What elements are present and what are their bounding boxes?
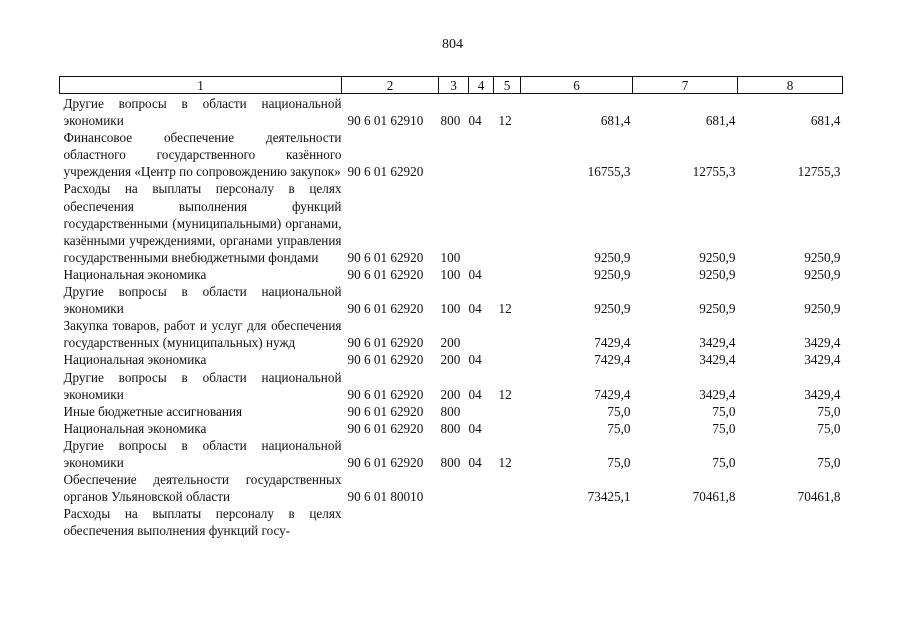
target-article-code: 90 6 01 62920	[347, 420, 424, 436]
section-code	[469, 317, 494, 351]
target-article-code: 90 6 01 62920	[347, 352, 424, 368]
amount-col-7: 3429,4	[699, 386, 736, 402]
subsection-code	[494, 420, 521, 437]
target-article-code: 90 6 01 62920	[347, 335, 424, 351]
amount-col-6: 75,0	[607, 454, 631, 470]
page-number: 804	[442, 37, 463, 52]
row-name: Другие вопросы в области национальной экономики	[63, 437, 342, 470]
target-article-code: 90 6 01 62920	[347, 403, 424, 419]
section-code: 04	[468, 352, 482, 368]
subsection-code: 12	[498, 386, 512, 402]
table-row	[60, 317, 843, 351]
target-article-code: 90 6 01 62920	[347, 301, 424, 317]
subsection-code	[494, 471, 521, 505]
amount-col-7: 681,4	[705, 113, 736, 129]
amount-col-7: 75,0	[712, 420, 736, 436]
target-article-code	[342, 505, 439, 539]
column-header-4: 4	[469, 77, 494, 94]
amount-col-7: 75,0	[712, 454, 736, 470]
amount-col-6: 9250,9	[594, 301, 631, 317]
amount-col-6: 73425,1	[587, 489, 631, 505]
table-row	[60, 180, 843, 265]
amount-col-8: 3429,4	[804, 386, 841, 402]
amount-col-7: 70461,8	[692, 489, 736, 505]
column-header-6: 6	[521, 77, 633, 94]
subsection-code	[494, 180, 521, 265]
expense-type-code	[439, 505, 469, 539]
column-header-8: 8	[738, 77, 843, 94]
subsection-code	[494, 351, 521, 368]
amount-col-8: 75,0	[817, 454, 841, 470]
amount-col-7: 75,0	[712, 403, 736, 419]
amount-col-6: 75,0	[607, 420, 631, 436]
subsection-code: 12	[498, 301, 512, 317]
column-header-3: 3	[439, 77, 469, 94]
row-name: Расходы на выплаты персоналу в целях обеспечения выполнения функций государственными (муниципальными) органами, казёнными учреждениями, органами управления государственными внебюджетными фондами	[63, 181, 342, 265]
row-name: Иные бюджетные ассигнования	[63, 403, 243, 419]
section-code	[469, 471, 494, 505]
expense-type-code: 200	[440, 352, 461, 368]
expense-type-code: 800	[440, 454, 461, 470]
table-row	[60, 129, 843, 180]
row-name: Обеспечение деятельности государственных органов Ульяновской области	[63, 472, 342, 505]
row-name: Закупка товаров, работ и услуг для обеспечения государственных (муниципальных) нужд	[63, 318, 342, 351]
section-code	[469, 129, 494, 180]
table-row	[60, 403, 843, 420]
row-name: Расходы на выплаты персоналу в целях обеспечения выполнения функций госу-	[63, 506, 342, 539]
target-article-code: 90 6 01 62920	[347, 266, 424, 282]
subsection-code	[494, 403, 521, 420]
table-row	[60, 437, 843, 471]
amount-col-6	[521, 505, 633, 539]
expense-type-code: 800	[440, 403, 461, 419]
amount-col-6: 75,0	[607, 403, 631, 419]
expense-type-code	[439, 471, 469, 505]
row-name: Другие вопросы в области национальной экономики	[63, 284, 342, 317]
amount-col-6: 9250,9	[594, 249, 631, 265]
subsection-code	[494, 317, 521, 351]
expense-type-code: 200	[440, 335, 461, 351]
section-code: 04	[468, 113, 482, 129]
row-name: Другие вопросы в области национальной экономики	[63, 369, 342, 402]
target-article-code: 90 6 01 80010	[347, 489, 424, 505]
section-code	[469, 180, 494, 265]
column-header-5: 5	[494, 77, 521, 94]
amount-col-8: 681,4	[810, 113, 841, 129]
amount-col-6: 7429,4	[594, 386, 631, 402]
expense-type-code: 100	[440, 301, 461, 317]
section-code: 04	[468, 266, 482, 282]
amount-col-6: 681,4	[600, 113, 631, 129]
amount-col-7: 3429,4	[699, 335, 736, 351]
target-article-code: 90 6 01 62920	[347, 386, 424, 402]
section-code: 04	[468, 420, 482, 436]
expense-type-code: 200	[440, 386, 461, 402]
column-header-7: 7	[633, 77, 738, 94]
amount-col-8: 12755,3	[797, 164, 841, 180]
amount-col-8: 3429,4	[804, 352, 841, 368]
expense-type-code: 100	[440, 266, 461, 282]
row-name: Национальная экономика	[63, 352, 207, 368]
amount-col-8: 75,0	[817, 420, 841, 436]
section-code: 04	[468, 301, 482, 317]
section-code	[469, 403, 494, 420]
subsection-code	[494, 129, 521, 180]
target-article-code: 90 6 01 62910	[347, 113, 424, 129]
amount-col-6: 7429,4	[594, 352, 631, 368]
table-row	[60, 94, 843, 130]
section-code: 04	[468, 386, 482, 402]
amount-col-7: 3429,4	[699, 352, 736, 368]
expense-type-code	[439, 129, 469, 180]
expense-type-code: 800	[440, 113, 461, 129]
amount-col-6: 7429,4	[594, 335, 631, 351]
header-row	[60, 77, 843, 94]
subsection-code	[494, 505, 521, 539]
table-row	[60, 471, 843, 505]
amount-col-8: 3429,4	[804, 335, 841, 351]
target-article-code: 90 6 01 62920	[347, 164, 424, 180]
section-code: 04	[468, 454, 482, 470]
amount-col-7: 9250,9	[699, 301, 736, 317]
subsection-code	[494, 266, 521, 283]
expense-type-code: 800	[440, 420, 461, 436]
amount-col-7	[633, 505, 738, 539]
target-article-code: 90 6 01 62920	[347, 249, 424, 265]
table-row	[60, 351, 843, 368]
amount-col-8: 70461,8	[797, 489, 841, 505]
amount-col-8: 9250,9	[804, 301, 841, 317]
amount-col-7: 12755,3	[692, 164, 736, 180]
row-name: Другие вопросы в области национальной экономики	[63, 96, 342, 129]
section-code	[469, 505, 494, 539]
table-row	[60, 283, 843, 317]
table-row	[60, 420, 843, 437]
table-row	[60, 266, 843, 283]
amount-col-7: 9250,9	[699, 249, 736, 265]
subsection-code: 12	[498, 113, 512, 129]
column-header-1: 1	[60, 77, 342, 94]
subsection-code: 12	[498, 454, 512, 470]
row-name: Национальная экономика	[63, 266, 207, 282]
amount-col-6: 9250,9	[594, 266, 631, 282]
amount-col-8: 9250,9	[804, 249, 841, 265]
row-name: Национальная экономика	[63, 420, 207, 436]
amount-col-7: 9250,9	[699, 266, 736, 282]
column-header-2: 2	[342, 77, 439, 94]
table-row	[60, 505, 843, 539]
expense-type-code: 100	[440, 249, 461, 265]
budget-table	[59, 76, 843, 539]
amount-col-8: 9250,9	[804, 266, 841, 282]
table-row	[60, 369, 843, 403]
amount-col-8	[738, 505, 843, 539]
row-name: Финансовое обеспечение деятельности областного государственного казённого учреждения «Центр по сопровождению закупок»	[63, 130, 342, 180]
amount-col-8: 75,0	[817, 403, 841, 419]
amount-col-6: 16755,3	[587, 164, 631, 180]
target-article-code: 90 6 01 62920	[347, 454, 424, 470]
